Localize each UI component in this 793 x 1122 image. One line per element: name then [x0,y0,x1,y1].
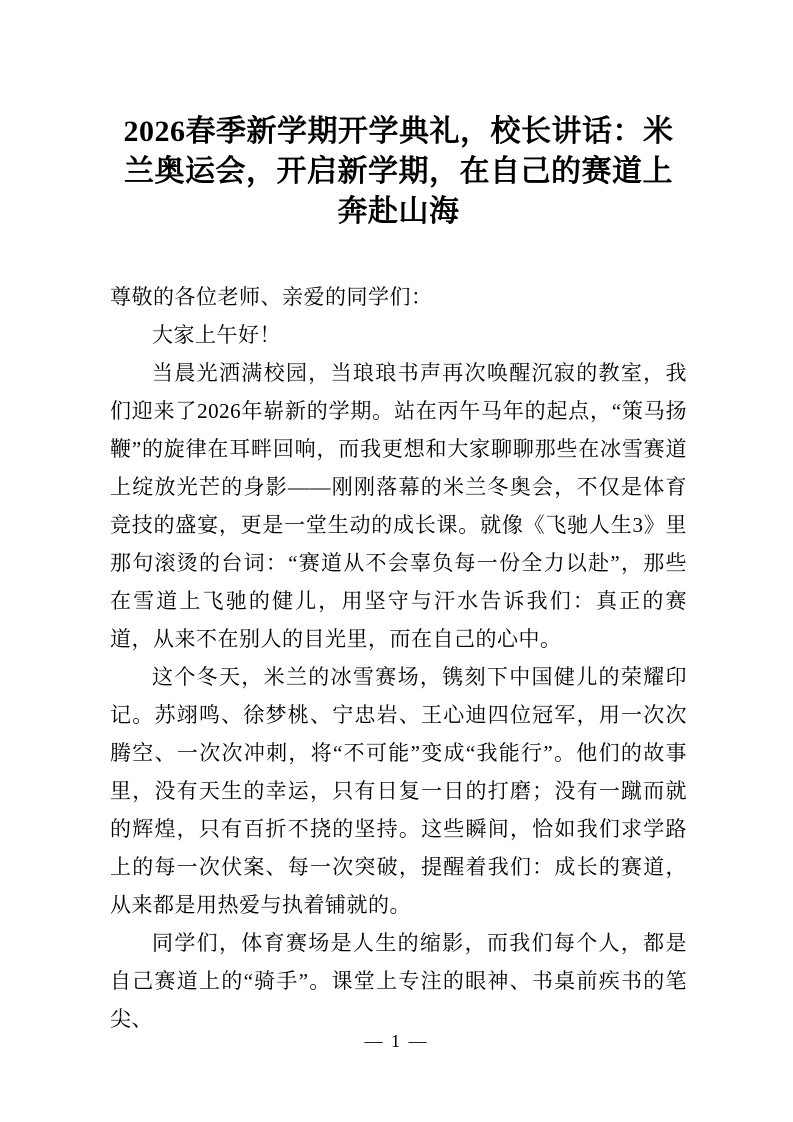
paragraph-greeting: 大家上午好！ [152,323,281,347]
document-body [110,278,687,1038]
page-number: — 1 — [364,1031,429,1051]
document-title: 2026春季新学期开学典礼，校长讲话：米兰奥运会，开启新学期，在自己的赛道上奔赴山海 [123,115,674,228]
paragraph-salutation: 尊敬的各位老师、亲爱的同学们： [110,285,433,309]
paragraph-body-3: 同学们，体育赛场是人生的缩影，而我们每个人，都是自己赛道上的“骑手”。课堂上专注的眼神、书桌前疾书的笔尖、 [110,931,687,1031]
paragraph-body-1: 当晨光洒满校园，当琅琅书声再次唤醒沉寂的教室，我们迎来了2026年崭新的学期。站在丙午马年的起点，“策马扬鞭”的旋律在耳畔回响，而我更想和大家聊聊那些在冰雪赛道上绽放光芒的身影——刚刚落幕的米兰冬奥会，不仅是体育竞技的盛宴，更是一堂生动的成长课。就像《飞驰人生3》里那句滚烫的台词：“赛道从不会辜负每一份全力以赴”，那些在雪道上飞驰的健儿，用坚守与汗水告诉我们：真正的赛道，从来不在别人的目光里，而在自己的心中。 [110,361,687,651]
paragraph-body-2: 这个冬天，米兰的冰雪赛场，镌刻下中国健儿的荣耀印记。苏翊鸣、徐梦桃、宁忠岩、王心迪四位冠军，用一次次腾空、一次次冲刺，将“不可能”变成“我能行”。他们的故事里，没有天生的幸运，只有日复一日的打磨；没有一蹴而就的辉煌，只有百折不挠的坚持。这些瞬间，恰如我们求学路上的每一次伏案、每一次突破，提醒着我们：成长的赛道，从来都是用热爱与执着铺就的。 [110,665,687,917]
